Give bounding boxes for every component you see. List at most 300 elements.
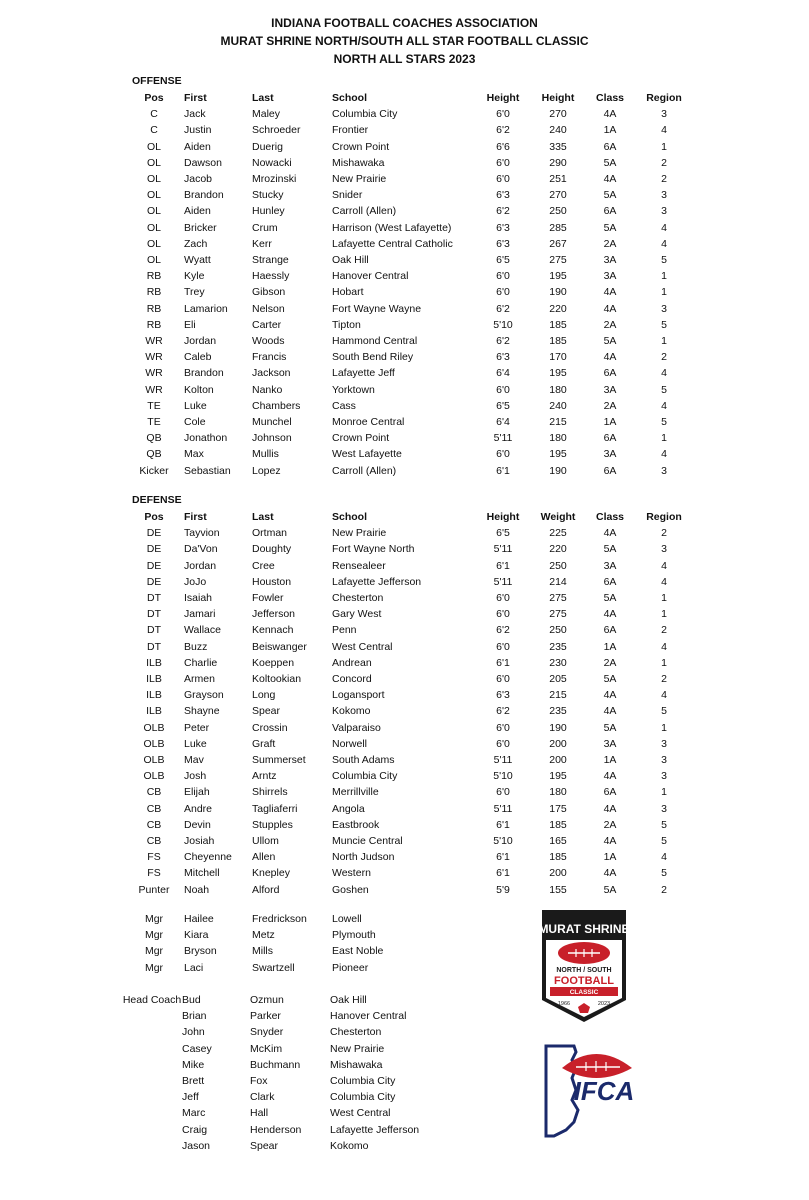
offense-player-row [124, 236, 692, 252]
offense-player-row-cell: Sebastian [184, 464, 231, 477]
defense-player-row-cell: 165 [549, 835, 567, 848]
defense-player-row-cell: 2 [661, 883, 667, 896]
offense-player-row-cell: Crum [252, 221, 278, 234]
coach-row-cell: Oak Hill [330, 994, 367, 1006]
defense-player-row-cell: 2A [603, 818, 617, 831]
offense-player-row-cell: Carter [252, 318, 282, 331]
defense-player-row-cell: Jefferson [252, 608, 295, 621]
offense-player-row-cell: 2A [603, 399, 617, 412]
offense-player-row-cell: 6'2 [496, 302, 510, 315]
offense-header-row [124, 90, 692, 106]
murat-football-text: FOOTBALL [554, 975, 614, 987]
offense-player-row-cell: 195 [549, 270, 567, 283]
offense-player-row-cell: Nowacki [252, 156, 292, 169]
manager-rows [124, 911, 474, 976]
offense-player-row-cell: Mishawaka [332, 156, 385, 169]
offense-player-row-cell: WR [145, 383, 163, 396]
offense-player-row-cell: 1 [661, 335, 667, 348]
coach-row-cell: Parker [250, 1010, 281, 1023]
offense-player-row-cell: 6'0 [496, 448, 510, 461]
murat-year-left: 1966 [557, 1001, 571, 1007]
offense-player-row [124, 398, 692, 414]
header-last: Last [252, 92, 274, 104]
offense-player-row-cell: West Lafayette [332, 448, 402, 461]
offense-player-row-cell: Frontier [332, 124, 369, 137]
offense-player-row-cell: 240 [549, 399, 567, 412]
offense-player-row-cell: 1A [603, 416, 617, 429]
offense-player-row-cell: 6'2 [496, 335, 510, 348]
offense-player-row-cell: Brandon [184, 189, 224, 202]
coach-row-cell: Hall [250, 1107, 269, 1120]
defense-player-row-cell: Penn [332, 624, 357, 637]
offense-player-row-cell: 4 [661, 448, 667, 461]
header-class: Class [595, 511, 625, 523]
offense-player-row-cell: 4 [661, 367, 667, 380]
defense-player-row-cell: 5'10 [493, 770, 513, 783]
manager-row-cell: East Noble [332, 945, 384, 958]
defense-player-row-cell: Columbia City [332, 770, 398, 783]
offense-player-row [124, 252, 692, 268]
defense-player-row-cell: 5 [661, 705, 667, 718]
offense-player-row-cell: 5 [661, 416, 667, 429]
offense-player-row-cell: 3A [603, 448, 617, 461]
coach-row-cell: Clark [250, 1091, 275, 1104]
defense-player-row-cell: 2 [661, 527, 667, 540]
offense-player-row-cell: Oak Hill [332, 254, 369, 267]
defense-player-row [124, 784, 692, 800]
defense-player-row-cell: 6'0 [496, 786, 510, 799]
offense-player-row-cell: Hammond Central [332, 335, 418, 348]
defense-player-row-cell: Josh [184, 770, 207, 783]
defense-player-row-cell: New Prairie [332, 527, 387, 540]
coach-row-cell: Spear [250, 1139, 279, 1152]
manager-row [124, 960, 474, 976]
defense-player-row-cell: 1 [661, 786, 667, 799]
manager-row-cell: Pioneer [332, 961, 369, 974]
offense-player-row-cell: Columbia City [332, 108, 398, 121]
coach-row [122, 1024, 472, 1040]
defense-player-row-cell: Valparaiso [332, 721, 381, 734]
defense-player-row-cell: 4A [603, 835, 617, 848]
offense-player-row-cell: OL [146, 189, 161, 202]
coach-row-cell: Bud [182, 994, 201, 1006]
offense-player-row-cell: RB [146, 286, 162, 299]
header-last: Last [252, 511, 274, 523]
defense-player-row-cell: 4A [603, 527, 617, 540]
offense-player-row-cell: Jackson [252, 367, 291, 380]
header-region: Region [646, 511, 682, 523]
defense-player-row-cell: ILB [146, 656, 162, 669]
defense-player-row-cell: 6'3 [496, 689, 510, 702]
coach-row-cell [122, 1057, 182, 1073]
defense-player-row-cell: Jordan [184, 559, 217, 572]
offense-player-row-cell: Kicker [139, 464, 169, 477]
coach-row-cell: Hanover Central [330, 1010, 407, 1023]
offense-player-row-cell: 270 [549, 108, 567, 121]
defense-player-row-cell: 5'11 [493, 802, 513, 815]
defense-player-row-cell: 225 [549, 527, 567, 540]
defense-player-row-cell: 5'11 [493, 543, 513, 556]
coach-row-cell: Brett [182, 1075, 205, 1088]
offense-player-row-cell: 4A [603, 302, 617, 315]
defense-player-row-cell: Wallace [184, 624, 221, 637]
defense-player-row-cell: Da'Von [184, 543, 218, 556]
offense-player-row-cell: Kerr [252, 237, 272, 250]
defense-player-row [124, 801, 692, 817]
coach-row-cell [122, 1041, 182, 1057]
defense-player-row-cell: Gary West [332, 608, 382, 621]
defense-player-row [124, 671, 692, 687]
offense-player-row-cell: Jonathon [184, 432, 228, 445]
defense-player-row-cell: 4 [661, 575, 667, 588]
header-first: First [184, 92, 207, 104]
offense-player-row-cell: 290 [549, 156, 567, 169]
coach-row-cell: John [182, 1026, 205, 1039]
defense-player-row-cell: 200 [549, 867, 567, 880]
offense-player-row-cell: 3A [603, 254, 617, 267]
defense-player-row-cell: Merrillville [332, 786, 379, 799]
defense-player-row-cell: Elijah [184, 786, 210, 799]
coach-row [122, 1073, 472, 1089]
coach-row [122, 1138, 472, 1154]
coach-row-cell: Head Coach [122, 994, 182, 1006]
ifca-text: IFCA [573, 1076, 635, 1106]
coach-row-cell: Craig [182, 1123, 208, 1136]
offense-player-row-cell: 5'11 [493, 432, 513, 445]
defense-player-row-cell: Tagliaferri [252, 802, 298, 815]
offense-player-row-cell: C [150, 108, 158, 121]
offense-player-row-cell: 335 [549, 140, 567, 153]
defense-player-row-cell: South Adams [332, 754, 395, 767]
defense-player-row-cell: 4A [603, 705, 617, 718]
offense-player-row-cell: 6'5 [496, 399, 510, 412]
offense-player-row-cell: 5'10 [493, 318, 513, 331]
offense-player-row-cell: Nanko [252, 383, 283, 396]
offense-player-row-cell: Jordan [184, 335, 217, 348]
defense-player-row-cell: 6'0 [496, 640, 510, 653]
defense-player-row-cell: 6'1 [496, 818, 510, 831]
defense-player-row-cell: 200 [549, 754, 567, 767]
defense-player-row-cell: DT [147, 592, 161, 605]
defense-player-row-cell: 180 [549, 786, 567, 799]
offense-player-row-cell: OL [146, 140, 161, 153]
defense-player-row-cell: JoJo [184, 575, 207, 588]
offense-player-row [124, 333, 692, 349]
defense-player-row-cell: 1 [661, 592, 667, 605]
offense-player-row-cell: 6'0 [496, 173, 510, 186]
offense-player-row-cell: WR [145, 351, 163, 364]
offense-player-row-cell: OL [146, 156, 161, 169]
offense-player-row-cell: 5A [603, 221, 617, 234]
offense-player-row-cell: 4 [661, 124, 667, 137]
offense-player-row-cell: WR [145, 335, 163, 348]
defense-player-row-cell: Rensealeer [332, 559, 386, 572]
title-line-3: NORTH ALL STARS 2023 [333, 52, 476, 66]
title-line-2: MURAT SHRINE NORTH/SOUTH ALL STAR FOOTBALL CLASSIC [220, 34, 589, 48]
offense-player-row-cell: Lopez [252, 464, 281, 477]
defense-player-row [124, 817, 692, 833]
defense-player-row-cell: 230 [549, 656, 567, 669]
coach-row-cell: Jason [182, 1139, 211, 1152]
offense-player-row [124, 106, 692, 122]
offense-player-row-cell: 4A [603, 173, 617, 186]
offense-player-row-cell: 190 [549, 464, 567, 477]
defense-player-row [124, 687, 692, 703]
manager-row-cell: Metz [252, 929, 275, 942]
offense-player-row-cell: Hanover Central [332, 270, 409, 283]
offense-player-row-cell: Zach [184, 237, 208, 250]
defense-player-row [124, 590, 692, 606]
defense-player-row-cell: 4A [603, 867, 617, 880]
defense-label: DEFENSE [132, 494, 182, 506]
defense-player-row-cell: 6A [603, 786, 617, 799]
manager-row-cell: Mgr [144, 929, 164, 942]
offense-player-row-cell: Cole [184, 416, 206, 429]
offense-player-row-cell: 3 [661, 464, 667, 477]
coach-row-cell [122, 1089, 182, 1105]
offense-player-row-cell: Crown Point [332, 432, 390, 445]
defense-player-row-cell: Noah [184, 883, 210, 896]
offense-player-row-cell: Dawson [184, 156, 222, 169]
manager-row-cell: Hailee [184, 913, 214, 925]
defense-player-row-cell: 4 [661, 559, 667, 572]
offense-player-row-cell: Trey [184, 286, 205, 299]
defense-player-row-cell: CB [146, 818, 162, 831]
offense-table [124, 90, 692, 479]
defense-player-row-cell: 190 [549, 721, 567, 734]
defense-player-row-cell: 6'0 [496, 592, 510, 605]
defense-player-row-cell: 6'1 [496, 851, 510, 864]
offense-player-row-cell: 6A [603, 205, 617, 218]
offense-player-row-cell: 2 [661, 351, 667, 364]
offense-player-row-cell: 240 [549, 124, 567, 137]
coach-row-cell: Buchmann [250, 1058, 301, 1071]
defense-player-row [124, 849, 692, 865]
defense-player-row-cell: Concord [332, 673, 372, 686]
defense-player-row-cell: 250 [549, 624, 567, 637]
defense-player-row-cell: Peter [184, 721, 210, 734]
defense-player-row-cell: 3A [603, 737, 617, 750]
defense-player-row [124, 703, 692, 719]
defense-player-row [124, 736, 692, 752]
offense-player-row-cell: 6'0 [496, 108, 510, 121]
offense-player-row-cell: Hunley [252, 205, 285, 218]
coach-row-cell [122, 1008, 182, 1024]
offense-player-row-cell: 6'0 [496, 286, 510, 299]
offense-player-row-cell: Brandon [184, 367, 224, 380]
manager-row-cell: Laci [184, 961, 204, 974]
coach-row-cell [122, 1122, 182, 1138]
defense-player-row [124, 639, 692, 655]
offense-player-row [124, 268, 692, 284]
defense-player-row-cell: 185 [549, 818, 567, 831]
defense-player-row-cell: Shayne [184, 705, 220, 718]
ifca-logo [536, 1038, 646, 1142]
header-height: Height [486, 511, 520, 523]
coach-row-cell: Jeff [182, 1091, 199, 1104]
defense-player-row-cell: FS [147, 867, 161, 880]
defense-player-row [124, 720, 692, 736]
defense-player-row-cell: OLB [143, 737, 165, 750]
coach-row-cell: Marc [182, 1107, 206, 1120]
manager-row-cell: Fredrickson [252, 913, 307, 925]
defense-player-row [124, 882, 692, 898]
murat-title-text: MURAT SHRINE [538, 922, 630, 936]
coach-row [122, 1122, 472, 1138]
defense-player-row-cell: 1 [661, 721, 667, 734]
defense-player-row-cell: 205 [549, 673, 567, 686]
offense-player-row-cell: Bricker [184, 221, 217, 234]
defense-player-row-cell: Lafayette Jefferson [332, 575, 422, 588]
offense-player-row-cell: Maley [252, 108, 281, 121]
coach-row-cell: West Central [330, 1107, 391, 1120]
defense-player-row-cell: 5 [661, 867, 667, 880]
defense-player-row-cell: Koeppen [252, 656, 295, 669]
defense-player-row-cell: Knepley [252, 867, 290, 880]
offense-player-row-cell: 215 [549, 416, 567, 429]
defense-player-row-cell: 235 [549, 705, 567, 718]
defense-player-row-cell: Western [332, 867, 371, 880]
manager-row-cell: Lowell [332, 913, 362, 925]
offense-player-row-cell: Yorktown [332, 383, 375, 396]
offense-player-row-cell: Fort Wayne Wayne [332, 302, 422, 315]
offense-player-row-cell: 1A [603, 124, 617, 137]
manager-row-cell: Mgr [144, 945, 164, 958]
coach-row-cell: Fox [250, 1075, 268, 1088]
defense-player-row-cell: North Judson [332, 851, 395, 864]
offense-player-row-cell: 2A [603, 318, 617, 331]
offense-player-row-cell: Aiden [184, 140, 211, 153]
defense-rows [124, 525, 692, 898]
offense-player-row-cell: 6A [603, 367, 617, 380]
defense-player-row-cell: DE [146, 527, 162, 540]
defense-player-row-cell: Allen [252, 851, 276, 864]
defense-player-row-cell: Andrean [332, 656, 372, 669]
defense-header-row [124, 509, 692, 525]
offense-player-row [124, 284, 692, 300]
offense-player-row-cell: 6A [603, 140, 617, 153]
offense-player-row-cell: Lafayette Central Catholic [332, 237, 453, 250]
coach-row-cell: Columbia City [330, 1075, 396, 1088]
defense-player-row [124, 525, 692, 541]
offense-player-row-cell: 3A [603, 270, 617, 283]
manager-row [124, 911, 474, 927]
defense-player-row-cell: 5'11 [493, 754, 513, 767]
offense-player-row [124, 187, 692, 203]
offense-player-row-cell: 6A [603, 464, 617, 477]
offense-player-row-cell: RB [146, 318, 162, 331]
header-school: School [332, 511, 368, 523]
offense-player-row-cell: New Prairie [332, 173, 387, 186]
offense-player-row-cell: 6'2 [496, 205, 510, 218]
offense-player-row-cell: Caleb [184, 351, 212, 364]
offense-player-row-cell: 6'0 [496, 156, 510, 169]
defense-player-row-cell: Norwell [332, 737, 368, 750]
offense-player-row-cell: 3 [661, 108, 667, 121]
defense-player-row-cell: CB [146, 835, 162, 848]
coaches-table [122, 992, 472, 1154]
offense-player-row-cell: Chambers [252, 399, 301, 412]
defense-player-row-cell: 5 [661, 818, 667, 831]
defense-player-row-cell: 6'2 [496, 705, 510, 718]
offense-player-row-cell: Jacob [184, 173, 213, 186]
offense-player-row [124, 382, 692, 398]
offense-player-row [124, 122, 692, 138]
defense-player-row-cell: 4A [603, 689, 617, 702]
defense-player-row-cell: Chesterton [332, 592, 384, 605]
coach-row [122, 1041, 472, 1057]
defense-player-row-cell: ILB [146, 673, 162, 686]
defense-player-row-cell: 215 [549, 689, 567, 702]
defense-player-row-cell: FS [147, 851, 161, 864]
defense-player-row-cell: 5A [603, 883, 617, 896]
defense-player-row-cell: 250 [549, 559, 567, 572]
defense-player-row-cell: 275 [549, 608, 567, 621]
defense-player-row-cell: 4 [661, 640, 667, 653]
defense-player-row-cell: Shirrels [252, 786, 288, 799]
coach-row-cell [122, 1073, 182, 1089]
offense-player-row-cell: 4 [661, 221, 667, 234]
offense-player-row-cell: Wyatt [184, 254, 211, 267]
defense-player-row-cell: 1A [603, 851, 617, 864]
defense-player-row-cell: Alford [252, 883, 280, 896]
defense-player-row-cell: Kokomo [332, 705, 371, 718]
murat-classic-text: CLASSIC [569, 989, 599, 996]
offense-player-row-cell: 6'3 [496, 237, 510, 250]
offense-player-row-cell: Carroll (Allen) [332, 464, 397, 477]
defense-player-row-cell: Arntz [252, 770, 277, 783]
coach-row-cell: Lafayette Jefferson [330, 1123, 420, 1136]
offense-player-row-cell: South Bend Riley [332, 351, 414, 364]
defense-player-row-cell: 6'0 [496, 737, 510, 750]
defense-player-row-cell: 1A [603, 640, 617, 653]
defense-player-row-cell: Punter [138, 883, 170, 896]
defense-player-row-cell: Luke [184, 737, 207, 750]
defense-player-row-cell: Cree [252, 559, 275, 572]
defense-player-row-cell: Mitchell [184, 867, 220, 880]
defense-player-row [124, 752, 692, 768]
offense-player-row-cell: TE [147, 399, 161, 412]
offense-player-row-cell: 5 [661, 318, 667, 331]
defense-player-row-cell: Angola [332, 802, 365, 815]
defense-player-row-cell: 3A [603, 559, 617, 572]
defense-player-row-cell: Goshen [332, 883, 369, 896]
defense-player-row-cell: West Central [332, 640, 393, 653]
defense-player-row [124, 574, 692, 590]
offense-player-row-cell: 5 [661, 383, 667, 396]
offense-player-row-cell: OL [146, 254, 161, 267]
coach-row-cell: McKim [250, 1042, 283, 1055]
defense-player-row [124, 558, 692, 574]
defense-player-row-cell: ILB [146, 705, 162, 718]
defense-player-row-cell: 1 [661, 608, 667, 621]
offense-player-row [124, 463, 692, 479]
offense-player-row-cell: 1 [661, 286, 667, 299]
offense-player-row-cell: Woods [252, 335, 285, 348]
defense-player-row [124, 606, 692, 622]
offense-player-row [124, 349, 692, 365]
defense-player-row-cell: 3 [661, 802, 667, 815]
offense-player-row-cell: 195 [549, 448, 567, 461]
offense-player-row-cell: OL [146, 205, 161, 218]
offense-player-row-cell: 267 [549, 237, 567, 250]
defense-player-row-cell: Eastbrook [332, 818, 380, 831]
offense-player-row-cell: 6'0 [496, 383, 510, 396]
offense-player-row-cell: 1 [661, 140, 667, 153]
defense-player-row-cell: Houston [252, 575, 292, 588]
coach-row [122, 1105, 472, 1121]
defense-player-row-cell: Summerset [252, 754, 306, 767]
